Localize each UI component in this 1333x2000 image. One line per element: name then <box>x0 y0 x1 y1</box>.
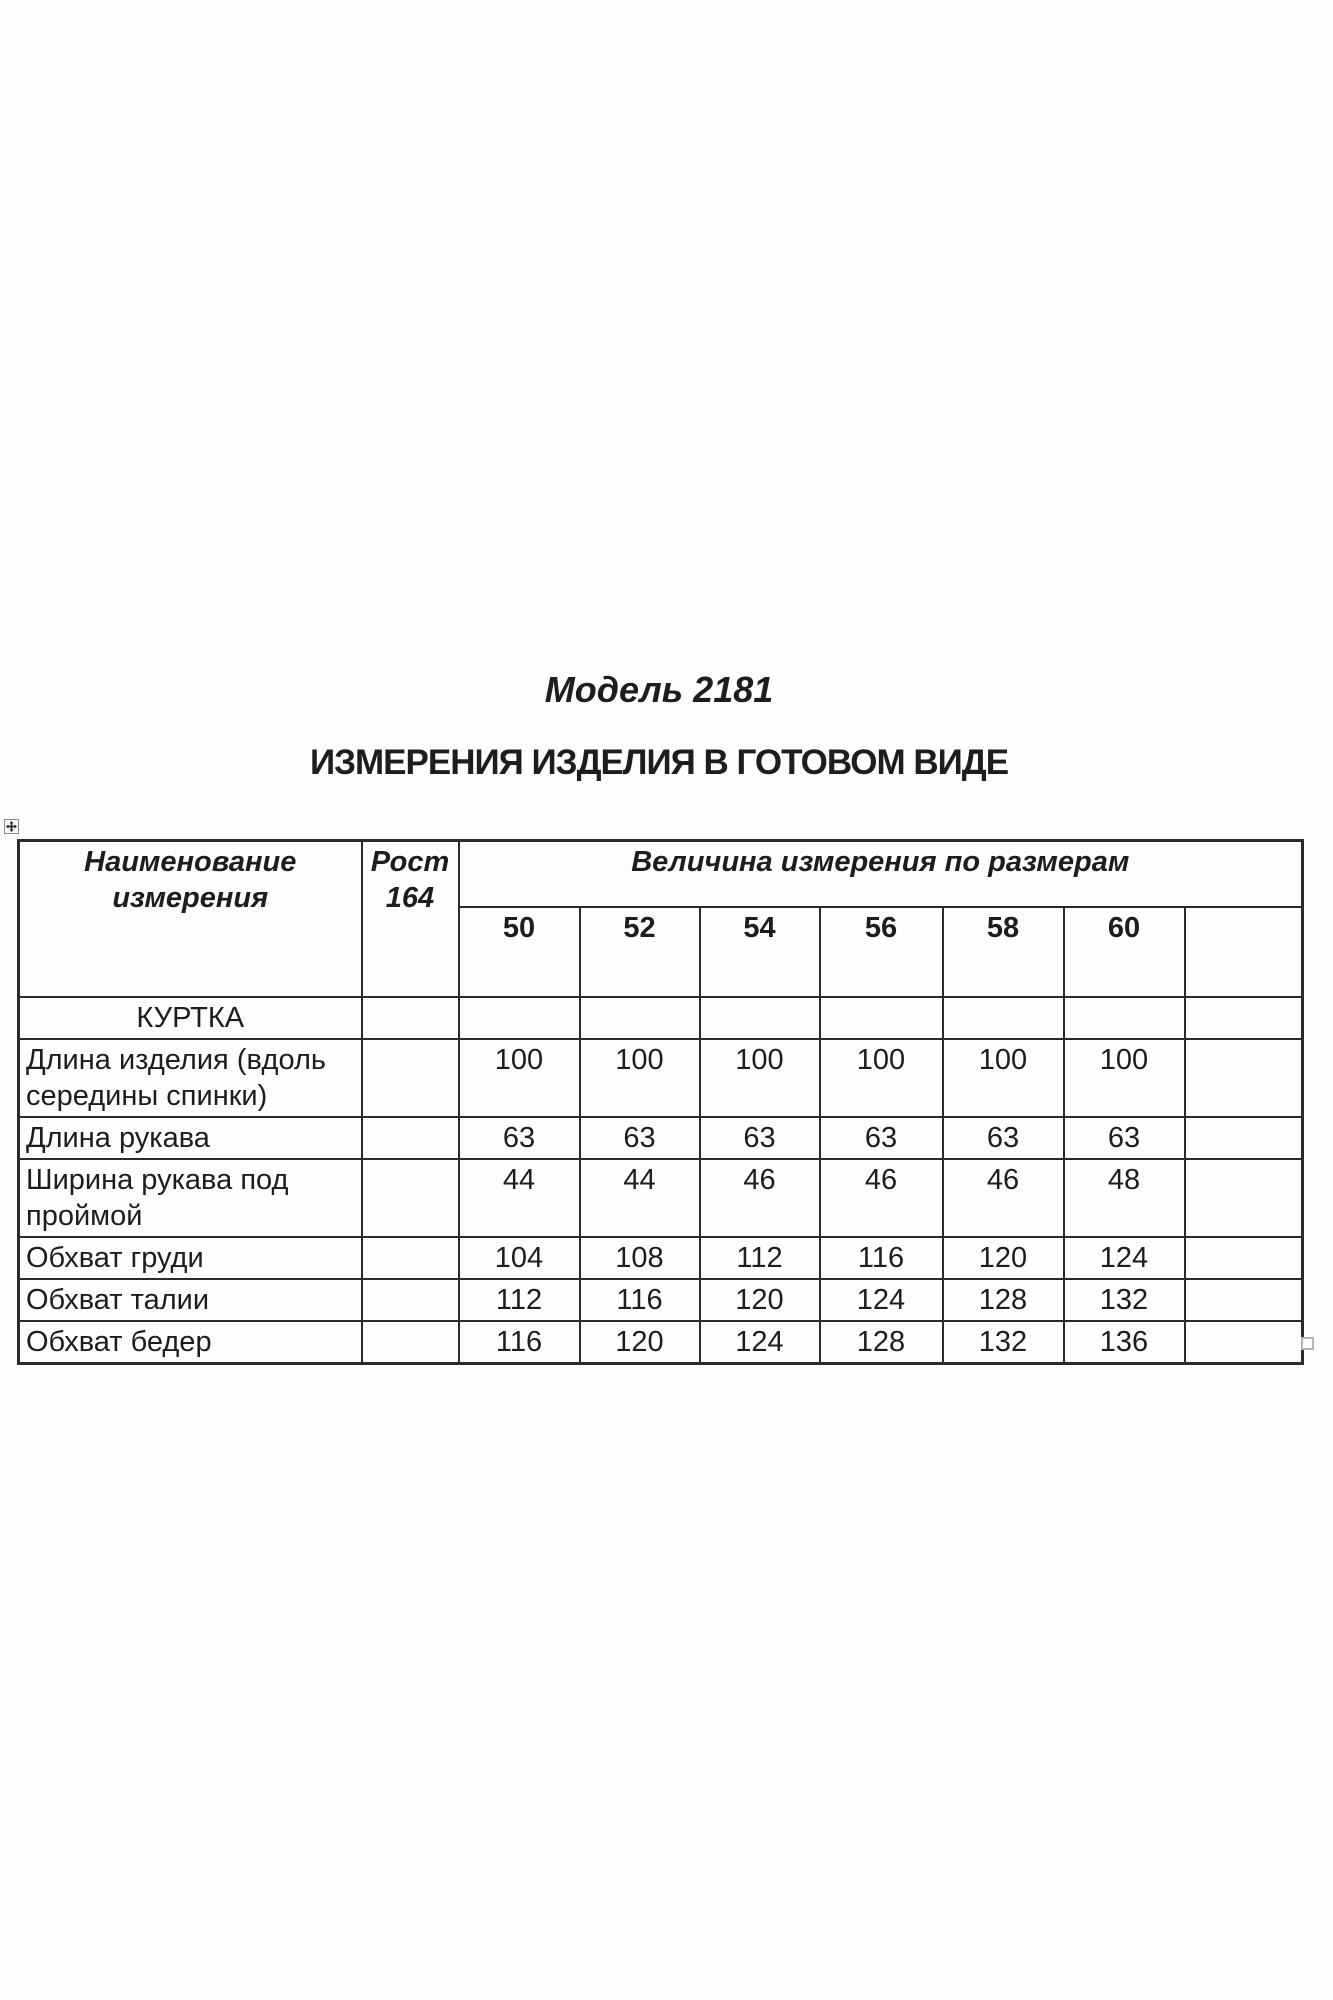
value-cell[interactable]: 63 <box>820 1117 943 1159</box>
column-header-name[interactable]: Наименование измерения <box>19 841 362 997</box>
empty-cell[interactable] <box>362 1279 459 1321</box>
value-cell[interactable]: 116 <box>459 1321 580 1364</box>
table-move-handle[interactable] <box>4 819 19 834</box>
empty-cell[interactable] <box>1185 1279 1303 1321</box>
value-cell[interactable]: 100 <box>1064 1039 1185 1117</box>
value-cell[interactable]: 132 <box>1064 1279 1185 1321</box>
size-column-header[interactable]: 50 <box>459 907 580 997</box>
table-row <box>19 1117 1303 1159</box>
value-cell[interactable]: 124 <box>1064 1237 1185 1279</box>
empty-cell[interactable] <box>1064 997 1185 1039</box>
value-cell[interactable]: 136 <box>1064 1321 1185 1364</box>
size-column-header[interactable]: 58 <box>943 907 1064 997</box>
column-header-height[interactable] <box>362 841 459 997</box>
measurement-name-cell[interactable]: Ширина рукава под проймой <box>19 1159 362 1237</box>
empty-cell[interactable] <box>943 997 1064 1039</box>
header-row-group <box>19 841 1303 907</box>
value-cell[interactable]: 120 <box>943 1237 1064 1279</box>
empty-cell[interactable] <box>362 1237 459 1279</box>
measurement-name-cell[interactable]: Обхват талии <box>19 1279 362 1321</box>
size-column-header[interactable]: 60 <box>1064 907 1185 997</box>
model-title: Модель 2181 <box>544 669 774 710</box>
measurements-table <box>17 839 1304 1365</box>
empty-cell[interactable] <box>459 997 580 1039</box>
table-row <box>19 1321 1303 1364</box>
value-cell[interactable]: 104 <box>459 1237 580 1279</box>
height-value: 164 <box>385 882 435 914</box>
size-column-header[interactable]: 56 <box>820 907 943 997</box>
empty-cell[interactable] <box>1185 1039 1303 1117</box>
value-cell[interactable]: 124 <box>700 1321 820 1364</box>
column-header-sizes-group[interactable]: Величина измерения по размерам <box>459 841 1303 907</box>
empty-cell[interactable] <box>700 997 820 1039</box>
value-cell[interactable]: 100 <box>700 1039 820 1117</box>
value-cell[interactable]: 100 <box>820 1039 943 1117</box>
empty-cell[interactable] <box>1185 997 1303 1039</box>
table-row <box>19 1279 1303 1321</box>
empty-cell[interactable] <box>1185 1237 1303 1279</box>
measurement-name-cell[interactable]: Длина изделия (вдоль середины спинки) <box>19 1039 362 1117</box>
empty-cell[interactable] <box>362 1117 459 1159</box>
value-cell[interactable]: 120 <box>580 1321 700 1364</box>
value-cell[interactable]: 116 <box>820 1237 943 1279</box>
size-column-header[interactable]: 52 <box>580 907 700 997</box>
value-cell[interactable]: 46 <box>943 1159 1064 1237</box>
empty-cell[interactable] <box>362 1159 459 1237</box>
empty-cell[interactable] <box>820 997 943 1039</box>
empty-cell[interactable] <box>362 1039 459 1117</box>
table-row-section <box>19 997 1303 1039</box>
empty-column-header[interactable] <box>1185 907 1303 997</box>
empty-cell[interactable] <box>1185 1321 1303 1364</box>
move-arrows-icon <box>6 821 17 832</box>
value-cell[interactable]: 44 <box>580 1159 700 1237</box>
value-cell[interactable]: 100 <box>943 1039 1064 1117</box>
table-resize-handle[interactable] <box>1301 1337 1314 1350</box>
table-row <box>19 1159 1303 1237</box>
value-cell[interactable]: 124 <box>820 1279 943 1321</box>
section-label-cell[interactable]: КУРТКА <box>19 997 362 1039</box>
measurement-name-cell[interactable]: Длина рукава <box>19 1117 362 1159</box>
height-label: Рост <box>370 846 450 878</box>
measurement-name-cell[interactable]: Обхват груди <box>19 1237 362 1279</box>
table-row <box>19 1237 1303 1279</box>
empty-cell[interactable] <box>1185 1159 1303 1237</box>
value-cell[interactable]: 132 <box>943 1321 1064 1364</box>
value-cell[interactable]: 63 <box>580 1117 700 1159</box>
empty-cell[interactable] <box>1185 1117 1303 1159</box>
value-cell[interactable]: 46 <box>700 1159 820 1237</box>
table-row <box>19 1039 1303 1117</box>
empty-cell[interactable] <box>362 1321 459 1364</box>
value-cell[interactable]: 44 <box>459 1159 580 1237</box>
value-cell[interactable]: 108 <box>580 1237 700 1279</box>
value-cell[interactable]: 128 <box>820 1321 943 1364</box>
value-cell[interactable]: 128 <box>943 1279 1064 1321</box>
value-cell[interactable]: 63 <box>459 1117 580 1159</box>
empty-cell[interactable] <box>362 997 459 1039</box>
value-cell[interactable]: 112 <box>700 1237 820 1279</box>
value-cell[interactable]: 100 <box>459 1039 580 1117</box>
empty-cell[interactable] <box>580 997 700 1039</box>
value-cell[interactable]: 46 <box>820 1159 943 1237</box>
value-cell[interactable]: 112 <box>459 1279 580 1321</box>
value-cell[interactable]: 120 <box>700 1279 820 1321</box>
size-column-header[interactable]: 54 <box>700 907 820 997</box>
value-cell[interactable]: 116 <box>580 1279 700 1321</box>
page-title: ИЗМЕРЕНИЯ ИЗДЕЛИЯ В ГОТОВОМ ВИДЕ <box>309 743 1009 782</box>
value-cell[interactable]: 63 <box>700 1117 820 1159</box>
value-cell[interactable]: 63 <box>1064 1117 1185 1159</box>
value-cell[interactable]: 100 <box>580 1039 700 1117</box>
value-cell[interactable]: 63 <box>943 1117 1064 1159</box>
measurement-name-cell[interactable]: Обхват бедер <box>19 1321 362 1364</box>
value-cell[interactable]: 48 <box>1064 1159 1185 1237</box>
